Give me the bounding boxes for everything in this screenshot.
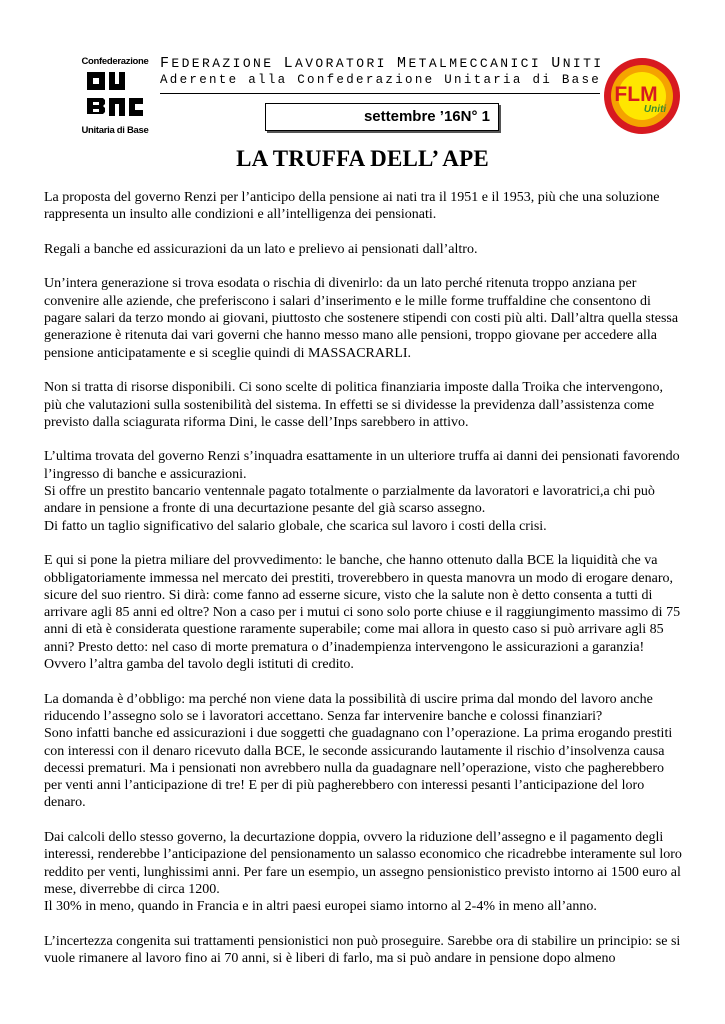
paragraph: Regali a banche ed assicurazioni da un lato e prelievo ai pensionati dall’altro.	[44, 241, 478, 257]
federation-subtitle: Aderente alla Confederazione Unitaria di Base	[160, 73, 602, 87]
paragraph: Il 30% in meno, quando in Francia e in altri paesi europei siamo intorno al 2-4% in meno all’anno.	[44, 899, 597, 915]
document-body	[44, 189, 684, 985]
header-divider	[160, 93, 600, 94]
flm-uniti-logo	[603, 57, 681, 135]
paragraph: Un’intera generazione si trova esodata o rischia di divenirlo: da un lato perché ritenuta troppo anziana per convenire alle aziende, che preferiscono i salari d’inserimento e le mille forme truffaldine che consentono di pagare salari da terzo mondo ai giovani, piuttosto che sostenere stipendi con costi più alti. Dall’altra quella stessa generazione è ritenuta dai vari governi che hanno messo mano alle pensioni, troppo giovane per accedere alla pensione anticipatamente e si sceglie quindi di MASSACRARLI.	[44, 276, 679, 361]
paragraph: La proposta del governo Renzi per l’anticipo della pensione ai nati tra il 1951 e il 1953, più che una soluzione rappresenta un insulto alle condizioni e all’intelligenza dei pensionati.	[44, 190, 660, 223]
paragraph: Di fatto un taglio significativo del salario globale, che scarica sul lavoro i costi della crisi.	[44, 518, 547, 534]
issue-box	[265, 103, 499, 131]
cub-logo	[79, 56, 151, 136]
paragraph: L’ultima trovata del governo Renzi s’inquadra esattamente in un ulteriore truffa ai danni dei pensionati favorendo l’ingresso di banche e assicurazioni.	[44, 449, 680, 482]
paragraph: Si offre un prestito bancario ventennale pagato totalmente o parzialmente da lavoratori e lavoratrici,a chi può andare in pensione a fronte di una decurtazione pesante del già scarso assegno.	[44, 484, 655, 517]
paragraph: Sono infatti banche ed assicurazioni i due soggetti che guadagnano con l’operazione. La prima erogando prestiti con interessi con il denaro ricevuto dalla BCE, le seconde assicurando lautamente il rischio d’insolvenza causa decessi prematuri. Ma i pensionati non avrebbero nulla da guadagnare nell’operazione, visto che pagherebbero per venti anni l’anticipazione di tre! E per di più pagherebbero con interessi pesanti l’anticipazione del loro denaro.	[44, 726, 673, 811]
paragraph: La domanda è d’obbligo: ma perché non viene data la possibilità di uscire prima dal mondo del lavoro anche riducendo l’assegno solo se i lavoratori accettano. Senza far intervenire banche e colossi finanziari?	[44, 691, 653, 724]
issue-label: settembre ’16N° 1	[363, 108, 490, 125]
flm-logo-main-text: FLM	[614, 83, 658, 106]
paragraph: E qui si pone la pietra miliare del provvedimento: le banche, che hanno ottenuto dalla BCE la liquidità che va obbligatoriamente immessa nel mercato dei prestiti, troverebbero in questa manovra un modo di erogare denaro, sicure del suo rientro. Si dirà: come fanno ad esserne sicure, visto che la salute non è detto consenta a tutti di arrivare agli 85 anni ed oltre? Non a caso per i mutui ci sono solo porte chiuse e il raggiungimento massimo di 75 anni di età è considerata questione raramente superabile; come mai allora in questo caso si può arrivare agli 85 anni? Presto detto: nel caso di morte prematura o d’inadempienza intervengono le assicurazioni a garanzia! Ovvero l’altra gamba del tavolo degli istituti di credito.	[44, 553, 681, 673]
paragraph: L’incertezza congenita sui trattamenti pensionistici non può proseguire. Sarebbe ora di stabilire un principio: se si vuole rimanere al lavoro fino ai 70 anni, si è liberi di farlo, ma si può andare in pensione dopo almeno	[44, 933, 681, 967]
cub-logo-bottom-text: Unitaria di Base	[81, 125, 149, 136]
cub-logo-top-text: Confederazione	[81, 56, 149, 67]
federation-title: FEDERAZIONE LAVORATORI METALMECCANICI UNITI	[160, 55, 604, 72]
flm-logo-sub-text: Uniti	[643, 104, 667, 115]
cub-letters-icon	[83, 68, 147, 124]
paragraph: Non si tratta di risorse disponibili. Ci sono scelte di politica finanziaria imposte dalla Troika che intervengono, più che valutazioni sulla sostenibilità del sistema. In effetti se si dividesse la previdenza dall’assistenza come previsto dalla sciagurata riforma Dini, le casse dell’Inps sarebbero in attivo.	[44, 380, 663, 430]
document-title: LA TRUFFA DELL’ APE	[236, 146, 489, 171]
paragraph: Dai calcoli dello stesso governo, la decurtazione doppia, ovvero la riduzione dell’assegno e il pagamento degli interessi, renderebbe l’anticipazione del pensionamento un salasso economico che ricadrebbe interamente sul loro reddito per venti, lunghissimi anni. Per fare un esempio, un assegno pensionistico previsto intorno ai 1500 euro al mese, diverrebbe di circa 1200.	[44, 829, 682, 897]
